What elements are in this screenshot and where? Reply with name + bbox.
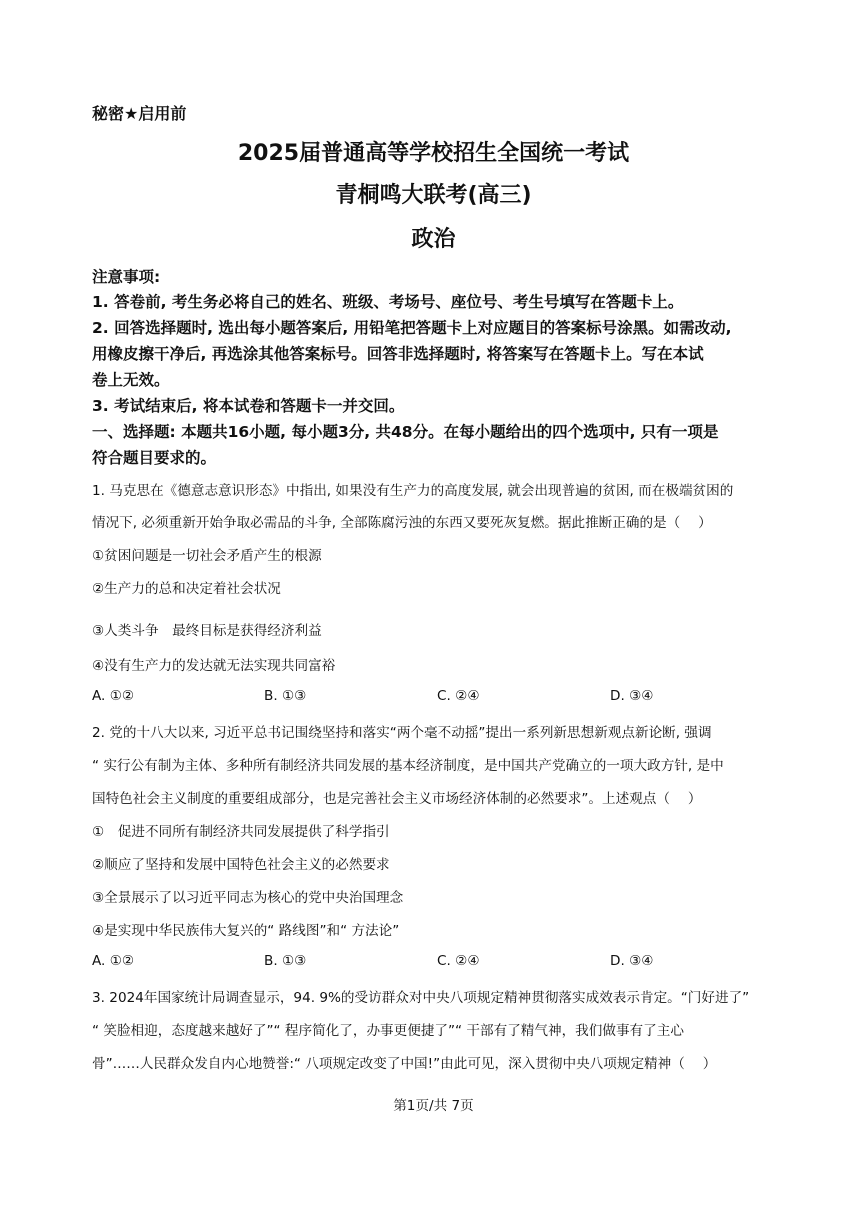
question-1-option-b: B. ①③ xyxy=(264,688,307,704)
question-3-stem-line-3: 骨”……人民群众发自内心地赞誉:“ 八项规定改变了中国!”由此可见，深入贯彻中央八项规定精神（ ） xyxy=(92,1056,717,1072)
notice-item-1: 1. 答卷前, 考生务必将自己的姓名、班级、考场号、座位号、考生号填写在答题卡上。 xyxy=(92,293,684,311)
question-1-statement-1: ①贫困问题是一切社会矛盾产生的根源 xyxy=(92,548,322,564)
notice-item-2-line-1: 2. 回答选择题时, 选出每小题答案后, 用铅笔把答题卡上对应题目的答案标号涂黑。如需改动, xyxy=(92,319,732,337)
question-1-stem-line-1: 1. 马克思在《德意志意识形态》中指出, 如果没有生产力的高度发展, 就会出现普遍的贫困, 而在极端贫困的 xyxy=(92,483,734,499)
notice-item-2-line-3: 卷上无效。 xyxy=(92,371,170,389)
exam-title: 2025届普通高等学校招生全国统一考试 xyxy=(237,141,630,166)
question-2-stem-line-3: 国特色社会主义制度的重要组成部分，也是完善社会主义市场经济体制的必然要求”。上述观点（ ） xyxy=(92,791,702,807)
question-2-statement-2: ②顺应了坚持和发展中国特色社会主义的必然要求 xyxy=(92,857,390,873)
section-heading-line-2: 符合题目要求的。 xyxy=(92,449,217,467)
question-1-option-a: A. ①② xyxy=(92,688,135,704)
question-2-statement-1: ① 促进不同所有制经济共同发展提供了科学指引 xyxy=(92,824,390,840)
section-heading-line-1: 一、选择题: 本题共16小题, 每小题3分, 共48分。在每小题给出的四个选项中, 只有一项是 xyxy=(92,423,719,441)
question-2-stem-line-1: 2. 党的十八大以来, 习近平总书记围绕坚持和落实“两个毫不动摇”提出一系列新思想新观点新论断, 强调 xyxy=(92,725,712,741)
question-2-option-d: D. ③④ xyxy=(610,953,654,969)
question-3-stem-line-1: 3. 2024年国家统计局调查显示，94. 9%的受访群众对中央八项规定精神贯彻落实成效表示肯定。“门好进了” xyxy=(92,990,750,1006)
confidential-label: 秘密★启用前 xyxy=(92,104,187,123)
question-1-stem-line-2: 情况下, 必须重新开始争取必需品的斗争, 全部陈腐污浊的东西又要死灰复燃。据此推断正确的是（ ） xyxy=(92,515,712,531)
notice-item-2-line-2: 用橡皮擦干净后, 再选涂其他答案标号。回答非选择题时, 将答案写在答题卡上。写在本试 xyxy=(92,345,704,363)
question-1-statement-3: ③人类斗争 最终目标是获得经济利益 xyxy=(92,623,322,639)
question-3-stem-line-2: “ 笑脸相迎，态度越来越好了”“ 程序简化了，办事更便捷了”“ 干部有了精气神，我们做事有了主心 xyxy=(92,1023,684,1039)
question-1-option-c: C. ②④ xyxy=(437,688,480,704)
question-1-statement-2: ②生产力的总和决定着社会状况 xyxy=(92,581,281,597)
question-1-option-d: D. ③④ xyxy=(610,688,654,704)
exam-subtitle: 青桐鸣大联考(高三) xyxy=(335,183,532,208)
page-number: 第1页/共 7页 xyxy=(393,1098,474,1114)
question-2-statement-3: ③全景展示了以习近平同志为核心的党中央治国理念 xyxy=(92,890,404,906)
notice-item-3: 3. 考试结束后, 将本试卷和答题卡一并交回。 xyxy=(92,397,405,415)
notice-heading: 注意事项: xyxy=(92,268,161,286)
question-2-stem-line-2: “ 实行公有制为主体、多种所有制经济共同发展的基本经济制度，是中国共产党确立的一项大政方针, 是中 xyxy=(92,758,724,774)
question-1-statement-4: ④没有生产力的发达就无法实现共同富裕 xyxy=(92,658,336,674)
question-2-option-c: C. ②④ xyxy=(437,953,480,969)
question-2-statement-4: ④是实现中华民族伟大复兴的“ 路线图”和“ 方法论” xyxy=(92,923,400,939)
question-2-option-b: B. ①③ xyxy=(264,953,307,969)
question-2-option-a: A. ①② xyxy=(92,953,135,969)
subject-title: 政治 xyxy=(411,227,456,252)
